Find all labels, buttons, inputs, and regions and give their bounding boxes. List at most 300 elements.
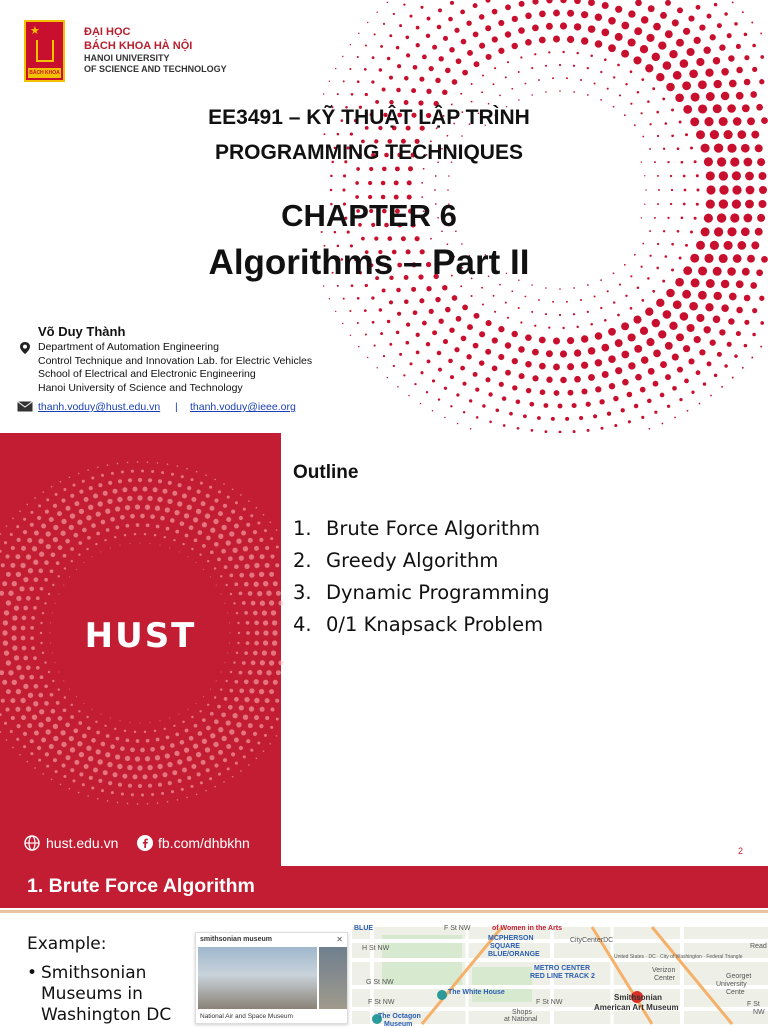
decor-dot — [23, 606, 28, 611]
decor-dot — [95, 543, 97, 545]
decor-dot — [174, 751, 179, 756]
decor-dot — [78, 792, 80, 794]
decor-dot — [648, 5, 655, 12]
decor-dot — [232, 548, 237, 553]
decor-dot — [526, 388, 532, 394]
decor-dot — [727, 33, 732, 38]
decor-dot — [357, 80, 360, 83]
decor-dot — [233, 602, 235, 604]
decor-dot — [105, 752, 110, 757]
decor-dot — [511, 43, 517, 49]
decor-dot — [14, 655, 19, 660]
map-label: MCPHERSON — [488, 935, 534, 942]
decor-dot — [158, 479, 162, 483]
decor-dot — [229, 729, 234, 734]
decor-dot — [608, 328, 616, 336]
decor-dot — [70, 513, 75, 518]
decor-dot — [254, 546, 259, 551]
decor-dot — [537, 416, 541, 420]
decor-dot — [761, 117, 768, 124]
decor-dot — [58, 545, 63, 550]
decor-dot — [355, 181, 359, 185]
decor-dot — [471, 101, 473, 103]
decor-dot — [196, 509, 201, 514]
decor-dot — [186, 797, 188, 799]
decor-dot — [461, 135, 463, 137]
decor-dot — [426, 391, 428, 393]
decor-dot — [419, 298, 424, 303]
decor-dot — [6, 660, 11, 665]
decor-dot — [46, 531, 51, 536]
decor-dot — [677, 7, 683, 13]
decor-dot — [227, 613, 228, 614]
decor-dot — [29, 586, 34, 591]
decor-dot — [429, 66, 434, 71]
decor-dot — [482, 74, 484, 76]
decor-dot — [532, 349, 539, 356]
decor-dot — [512, 385, 517, 390]
decor-dot — [251, 661, 256, 666]
decor-dot — [580, 79, 582, 81]
decor-dot — [759, 296, 764, 301]
decor-dot — [203, 569, 204, 570]
close-icon[interactable]: ✕ — [336, 935, 343, 944]
decor-dot — [10, 533, 13, 536]
decor-dot — [210, 506, 215, 511]
decor-dot — [588, 347, 596, 355]
decor-dot — [174, 510, 179, 515]
decor-dot — [567, 337, 574, 344]
decor-dot — [243, 508, 246, 511]
decor-dot — [518, 71, 520, 73]
decor-dot — [220, 575, 222, 577]
map-label: Georget — [726, 973, 752, 980]
decor-dot — [141, 469, 144, 472]
map-label: CityCenterDC — [570, 937, 614, 944]
decor-dot — [167, 801, 169, 803]
decor-dot — [101, 520, 106, 525]
decor-dot — [496, 409, 500, 413]
decor-dot — [42, 491, 44, 493]
decor-dot — [71, 704, 73, 706]
decor-dot — [46, 544, 51, 549]
decor-dot — [230, 671, 232, 673]
map-label: F St NW — [536, 999, 563, 1006]
decor-dot — [474, 313, 480, 319]
decor-dot — [206, 768, 210, 772]
decor-dot — [330, 175, 333, 178]
decor-dot — [193, 517, 198, 522]
decor-dot — [38, 693, 43, 698]
decor-dot — [657, 135, 659, 137]
decor-dot — [342, 188, 345, 191]
decor-dot — [128, 478, 132, 482]
decor-dot — [63, 680, 64, 681]
decor-dot — [372, 56, 375, 59]
decor-dot — [64, 696, 66, 698]
decor-dot — [460, 10, 465, 15]
bullet-dot: • — [27, 963, 38, 983]
decor-dot — [393, 365, 395, 367]
decor-dot — [652, 53, 660, 61]
decor-dot — [376, 11, 377, 12]
decor-dot — [757, 214, 765, 222]
decor-dot — [461, 39, 467, 45]
affiliation-line: Control Technique and Innovation Lab. for Electric Vehicles — [38, 354, 313, 367]
decor-dot — [682, 81, 691, 90]
decor-dot — [2, 680, 7, 685]
map-label: G St NW — [366, 979, 394, 986]
decor-dot — [479, 43, 485, 49]
decor-dot — [761, 256, 768, 263]
decor-dot — [389, 343, 392, 346]
decor-dot — [26, 596, 31, 601]
decor-dot — [230, 593, 232, 595]
decor-dot — [498, 326, 504, 332]
email-link-hust[interactable]: thanh.voduy@hust.edu.vn — [38, 401, 161, 413]
decor-dot — [14, 605, 19, 610]
decor-dot — [567, 10, 574, 17]
decor-dot — [343, 80, 345, 82]
decor-dot — [61, 519, 66, 524]
decor-dot — [234, 524, 239, 529]
decor-dot — [456, 393, 459, 396]
decor-dot — [687, 48, 695, 56]
decor-dot — [146, 523, 150, 527]
decor-dot — [83, 703, 84, 704]
decor-dot — [169, 717, 170, 718]
decor-dot — [170, 518, 175, 523]
decor-dot — [479, 14, 485, 20]
decor-dot — [124, 730, 126, 732]
decor-dot — [479, 360, 485, 366]
outline-list — [293, 513, 550, 641]
decor-dot — [426, 342, 430, 346]
decor-dot — [202, 739, 207, 744]
decor-dot — [70, 547, 74, 551]
decor-dot — [234, 680, 238, 684]
decor-dot — [179, 714, 180, 715]
decor-dot — [608, 355, 616, 363]
decor-dot — [714, 3, 717, 6]
decor-dot — [234, 564, 239, 569]
decor-dot — [499, 284, 501, 286]
decor-dot — [587, 284, 589, 286]
decor-dot — [137, 461, 139, 463]
university-name — [84, 25, 227, 75]
decor-dot — [186, 468, 188, 470]
decor-dot — [539, 337, 546, 344]
decor-dot — [232, 776, 234, 778]
decor-dot — [553, 10, 560, 17]
decor-dot — [30, 739, 34, 743]
decor-dot — [44, 602, 46, 604]
decor-dot — [134, 533, 136, 535]
decor-dot — [607, 290, 609, 292]
decor-dot — [559, 90, 561, 92]
decor-dot — [449, 327, 455, 333]
decor-dot — [619, 94, 621, 96]
decor-dot — [450, 405, 452, 407]
decor-dot — [131, 470, 134, 473]
decor-dot — [154, 730, 156, 732]
decor-dot — [760, 346, 762, 348]
decor-dot — [588, 374, 595, 381]
decor-dot — [593, 414, 597, 418]
decor-dot — [724, 130, 733, 139]
decor-dot — [254, 715, 259, 720]
decor-dot — [600, 99, 602, 101]
decor-dot — [205, 790, 207, 792]
decor-dot — [101, 551, 102, 552]
decor-dot — [210, 733, 215, 738]
decor-dot — [430, 238, 432, 240]
decor-dot — [365, 93, 368, 96]
decor-dot — [87, 795, 89, 797]
decor-dot — [463, 411, 465, 413]
decor-dot — [696, 5, 701, 10]
decor-dot — [137, 765, 142, 770]
decor-dot — [223, 504, 227, 508]
decor-dot — [259, 689, 264, 694]
decor-dot — [357, 322, 359, 324]
decor-dot — [710, 34, 716, 40]
decor-dot — [649, 428, 651, 430]
decor-dot — [590, 54, 593, 57]
decor-dot — [92, 556, 93, 557]
decor-dot — [608, 17, 616, 25]
decor-dot — [153, 774, 158, 779]
decor-dot — [448, 17, 453, 22]
decor-dot — [200, 482, 203, 485]
decor-dot — [529, 402, 534, 407]
decor-dot — [713, 80, 721, 88]
decor-dot — [177, 501, 182, 506]
decor-dot — [724, 364, 728, 368]
decor-dot — [196, 793, 198, 795]
decor-dot — [187, 556, 188, 557]
decor-dot — [382, 167, 387, 172]
decor-dot — [158, 783, 162, 787]
decor-dot — [61, 763, 65, 767]
decor-dot — [546, 350, 553, 357]
decor-dot — [263, 514, 265, 516]
decor-dot — [460, 285, 462, 287]
decor-dot — [12, 680, 17, 685]
decor-dot — [673, 300, 682, 309]
decor-dot — [660, 393, 665, 398]
decor-dot — [685, 133, 688, 136]
decor-dot — [58, 672, 59, 673]
decor-dot — [443, 339, 448, 344]
decor-dot — [44, 560, 49, 565]
decor-dot — [471, 295, 473, 297]
decor-dot — [665, 0, 671, 6]
decor-dot — [248, 670, 253, 675]
decor-dot — [713, 292, 721, 300]
decor-dot — [382, 88, 386, 92]
decor-dot — [698, 80, 707, 89]
decor-dot — [156, 525, 160, 529]
decor-dot — [84, 497, 89, 502]
decor-dot — [371, 296, 374, 299]
decor-dot — [371, 80, 374, 83]
decor-dot — [53, 525, 58, 530]
decor-dot — [164, 536, 166, 538]
decor-dot — [470, 428, 472, 430]
decor-dot — [641, 299, 644, 302]
decor-dot — [240, 770, 242, 772]
decor-dot — [126, 738, 130, 742]
outline-item: 4. 0/1 Knapsack Problem — [293, 613, 544, 636]
decor-dot — [418, 100, 423, 105]
decor-dot — [253, 732, 257, 736]
decor-dot — [705, 69, 713, 77]
decor-dot — [646, 338, 654, 346]
decor-dot — [587, 311, 589, 313]
decor-dot — [167, 463, 169, 465]
decor-dot — [210, 576, 211, 577]
decor-dot — [747, 117, 755, 125]
decor-dot — [164, 728, 166, 730]
decor-dot — [539, 363, 546, 370]
decor-dot — [38, 569, 43, 574]
decor-dot — [74, 760, 79, 765]
decor-dot — [72, 779, 75, 782]
decor-dot — [645, 189, 646, 190]
decor-dot — [699, 403, 701, 405]
decor-dot — [663, 61, 672, 70]
decor-dot — [647, 100, 650, 103]
map-label: NW — [753, 1009, 765, 1016]
decor-dot — [742, 268, 750, 276]
decor-dot — [98, 779, 102, 783]
decor-dot — [744, 320, 749, 325]
email-separator: | — [175, 401, 178, 413]
decor-dot — [196, 471, 198, 473]
decor-dot — [525, 39, 532, 46]
email-link-ieee[interactable]: thanh.voduy@ieee.org — [190, 401, 296, 413]
decor-dot — [572, 403, 577, 408]
decor-dot — [111, 791, 114, 794]
decor-dot — [745, 172, 754, 181]
decor-dot — [559, 288, 561, 290]
map-view[interactable] — [352, 925, 768, 1028]
decor-dot — [232, 713, 237, 718]
decor-dot — [135, 756, 140, 761]
decor-dot — [518, 307, 520, 309]
decor-dot — [688, 16, 694, 22]
decor-dot — [265, 563, 270, 568]
decor-dot — [404, 100, 409, 105]
decor-dot — [260, 554, 265, 559]
decor-dot — [756, 269, 763, 276]
decor-dot — [473, 343, 479, 349]
decor-dot — [732, 171, 741, 180]
decor-dot — [580, 299, 582, 301]
facebook-link[interactable]: fb.com/dhbkhn — [158, 835, 250, 851]
decor-dot — [11, 546, 15, 550]
decor-dot — [140, 748, 145, 753]
decor-dot — [8, 591, 13, 596]
decor-dot — [27, 538, 32, 543]
decor-dot — [53, 758, 57, 762]
decor-dot — [91, 523, 96, 528]
decor-dot — [239, 746, 243, 750]
decor-dot — [275, 699, 279, 703]
decor-dot — [220, 688, 222, 690]
decor-dot — [689, 302, 698, 311]
decor-dot — [147, 496, 152, 501]
decor-dot — [113, 772, 118, 777]
decor-dot — [265, 546, 269, 550]
decor-dot — [136, 523, 140, 527]
decor-dot — [34, 731, 39, 736]
decor-dot — [19, 586, 24, 591]
decor-dot — [485, 25, 491, 31]
decor-dot — [29, 675, 34, 680]
decor-dot — [518, 99, 520, 101]
decor-dot — [38, 539, 43, 544]
decor-dot — [665, 30, 673, 38]
decor-dot — [552, 301, 554, 303]
decor-dot — [249, 572, 254, 577]
decor-dot — [683, 345, 690, 352]
map-breadcrumb: United States · DC · City of Washington · Federal Triangle — [614, 954, 743, 960]
decor-dot — [416, 333, 420, 337]
decor-dot — [98, 483, 102, 487]
decor-dot — [205, 513, 210, 518]
author-name: Võ Duy Thành — [38, 324, 126, 339]
decor-dot — [143, 774, 148, 779]
decor-dot — [241, 531, 246, 536]
decor-dot — [30, 752, 33, 755]
decor-dot — [438, 398, 440, 400]
decor-dot — [413, 310, 418, 315]
decor-dot — [222, 525, 227, 530]
decor-dot — [419, 77, 424, 82]
decor-dot — [595, 40, 603, 48]
decor-dot — [243, 715, 248, 720]
decor-dot — [387, 2, 388, 3]
decor-dot — [376, 367, 377, 368]
decor-dot — [358, 33, 359, 34]
decor-dot — [751, 131, 759, 139]
decor-dot — [144, 731, 146, 733]
decor-dot — [406, 323, 410, 327]
decor-dot — [167, 499, 172, 504]
decor-dot — [670, 175, 672, 177]
decor-dot — [196, 752, 201, 757]
decor-dot — [531, 284, 533, 286]
decor-dot — [492, 36, 498, 42]
website-link[interactable]: hust.edu.vn — [46, 835, 119, 851]
decor-dot — [498, 20, 504, 26]
decor-dot — [531, 94, 533, 96]
decor-dot — [752, 333, 756, 337]
decor-dot — [210, 528, 215, 533]
decor-dot — [485, 377, 490, 382]
outline-item: 3. Dynamic Programming — [293, 581, 550, 604]
decor-dot — [581, 11, 588, 18]
decor-dot — [182, 721, 184, 723]
decor-dot — [357, 56, 359, 58]
decor-dot — [141, 793, 144, 796]
decor-dot — [79, 772, 83, 776]
decor-dot — [520, 321, 522, 323]
decor-dot — [755, 144, 763, 152]
decor-dot — [372, 321, 375, 324]
